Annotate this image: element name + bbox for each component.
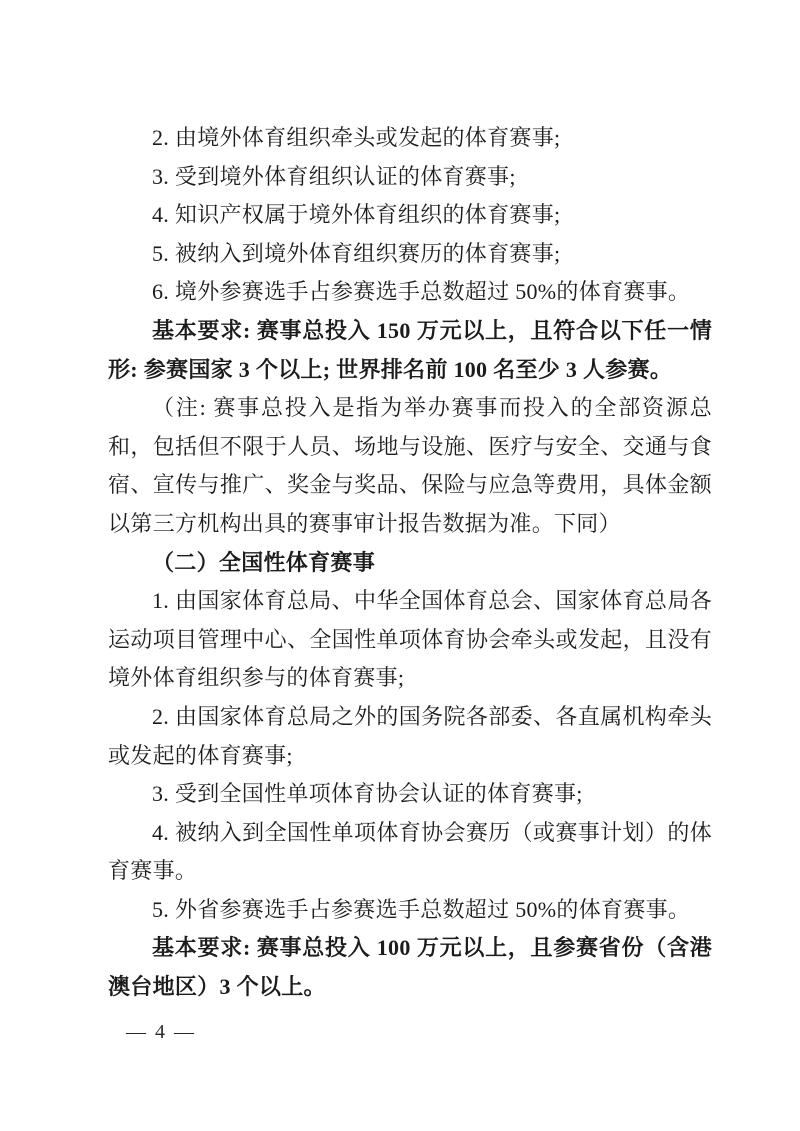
paragraph: 基本要求: 赛事总投入 100 万元以上，且参赛省份（含港澳台地区）3 个以上。 xyxy=(108,935,712,1000)
paragraph: 6. 境外参赛选手占参赛选手总数超过 50%的体育赛事。 xyxy=(152,279,691,305)
paragraph: （二）全国性体育赛事 xyxy=(152,549,376,575)
paragraph: 5. 被纳入到境外体育组织赛历的体育赛事; xyxy=(152,240,561,266)
document-body xyxy=(108,119,712,1007)
paragraph: 3. 受到全国性单项体育协会认证的体育赛事; xyxy=(152,781,583,807)
paragraph: 4. 知识产权属于境外体育组织的体育赛事; xyxy=(152,202,561,228)
paragraph: （注: 赛事总投入是指为举办赛事而投入的全部资源总和，包括但不限于人员、场地与设施、医疗与安全、交通与食宿、宣传与推广、奖金与奖品、保险与应急等费用，具体金额以第三方机构出具的赛事审计报告数据为准。下同） xyxy=(108,395,712,536)
paragraph: 3. 受到境外体育组织认证的体育赛事; xyxy=(152,163,516,189)
paragraph: 5. 外省参赛选手占参赛选手总数超过 50%的体育赛事。 xyxy=(152,896,691,922)
paragraph: 1. 由国家体育总局、中华全国体育总会、国家体育总局各运动项目管理中心、全国性单项体育协会牵头或发起，且没有境外体育组织参与的体育赛事; xyxy=(108,588,712,691)
paragraph: 基本要求: 赛事总投入 150 万元以上，且符合以下任一情形: 参赛国家 3 个以上; 世界排名前 100 名至少 3 人参赛。 xyxy=(108,317,712,382)
paragraph: 4. 被纳入到全国性单项体育协会赛历（或赛事计划）的体育赛事。 xyxy=(108,819,712,884)
page-number: — 4 — xyxy=(126,1021,196,1043)
paragraph: 2. 由国家体育总局之外的国务院各部委、各直属机构牵头或发起的体育赛事; xyxy=(108,703,712,768)
paragraph: 2. 由境外体育组织牵头或发起的体育赛事; xyxy=(152,125,561,150)
